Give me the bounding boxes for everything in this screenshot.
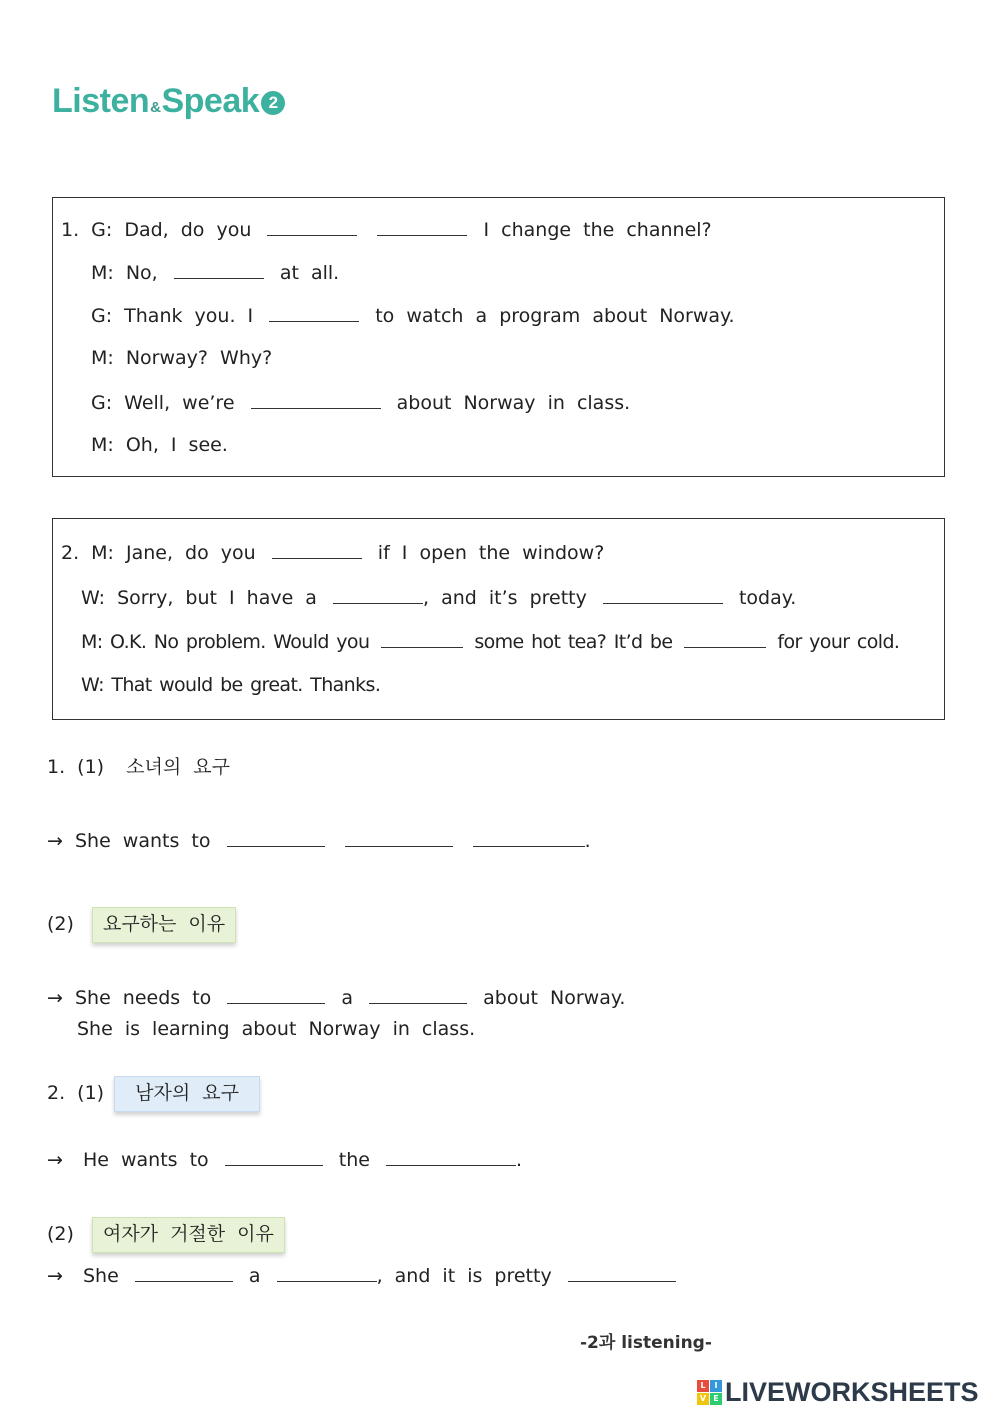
blank-input[interactable] <box>225 1147 323 1166</box>
arrow-icon: → <box>47 1265 63 1287</box>
q2-part2-answer: → She a , and it is pretty <box>47 1263 680 1288</box>
icon-tile-e: E <box>710 1393 722 1405</box>
blank-input[interactable] <box>333 585 423 604</box>
q1-part1-label: 소녀의 요구 <box>126 756 230 778</box>
blank-input[interactable] <box>684 629 766 648</box>
q1-part1-heading: 1. (1) 소녀의 요구 <box>47 756 230 778</box>
listen-speak-logo <box>52 76 285 118</box>
dialogue1-line3: G: Thank you. I to watch a program about Norway. <box>91 305 735 327</box>
dialogue2-line2: W: Sorry, but I have a , and it’s pretty today. <box>81 587 797 609</box>
blank-input[interactable] <box>135 1263 233 1282</box>
dialogue1-line5: G: Well, we’re about Norway in class. <box>91 392 631 414</box>
icon-tile-v: V <box>697 1393 709 1405</box>
q2-part2-heading: (2) 여자가 거절한 이유 <box>47 1215 285 1253</box>
icon-tile-l: L <box>697 1380 709 1392</box>
q1-part2-answer: → She needs to a about Norway. <box>47 987 626 1009</box>
liveworksheets-logo-icon <box>697 1380 722 1405</box>
blank-input[interactable] <box>277 1263 377 1282</box>
dialogue1-line4: M: Norway? Why? <box>91 347 273 369</box>
blank-input[interactable] <box>251 390 381 409</box>
arrow-icon: → <box>47 1149 63 1171</box>
blank-input[interactable] <box>267 217 357 236</box>
logo-number-badge: 2 <box>261 91 285 115</box>
blank-input[interactable] <box>568 1263 676 1282</box>
blank-input[interactable] <box>227 828 325 847</box>
q2-part2-label: 여자가 거절한 이유 <box>92 1217 285 1253</box>
q1-part1-answer: → She wants to . <box>47 830 591 852</box>
dialogue2-line3: M: O.K. No problem. Would you some hot tea? It’d be for your cold. <box>81 631 900 653</box>
logo-speak: Speak <box>161 82 260 120</box>
liveworksheets-brand <box>697 1375 979 1409</box>
blank-input[interactable] <box>227 985 325 1004</box>
dialogue-box-1 <box>52 197 945 477</box>
arrow-icon: → <box>47 987 63 1009</box>
q1-part2-line2: She is learning about Norway in class. <box>77 1018 476 1040</box>
logo-amp: & <box>150 99 161 116</box>
arrow-icon: → <box>47 830 63 852</box>
dialogue1-line2: M: No, at all. <box>91 262 340 284</box>
lesson-footer: -2과 listening- <box>580 1333 712 1353</box>
dialogue-box-2 <box>52 518 945 720</box>
blank-input[interactable] <box>269 303 359 322</box>
dialogue2-line1: 2. M: Jane, do you if I open the window? <box>61 542 605 564</box>
blank-input[interactable] <box>473 828 585 847</box>
q1-part2-label: 요구하는 이유 <box>92 907 236 943</box>
blank-input[interactable] <box>381 629 463 648</box>
q2-part1-heading: 2. (1) 남자의 요구 <box>47 1075 260 1112</box>
icon-tile-i: I <box>710 1380 722 1392</box>
blank-input[interactable] <box>174 260 264 279</box>
dialogue1-line1: 1. G: Dad, do you I change the channel? <box>61 219 712 241</box>
logo-listen: Listen <box>52 82 150 120</box>
blank-input[interactable] <box>369 985 467 1004</box>
q2-part1-label: 남자의 요구 <box>114 1076 260 1112</box>
blank-input[interactable] <box>603 585 723 604</box>
dialogue2-line4: W: That would be great. Thanks. <box>81 674 381 696</box>
blank-input[interactable] <box>377 217 467 236</box>
blank-input[interactable] <box>386 1147 516 1166</box>
dialogue1-line6: M: Oh, I see. <box>91 434 228 456</box>
blank-input[interactable] <box>345 828 453 847</box>
q1-part2-heading: (2) 요구하는 이유 <box>47 905 236 943</box>
blank-input[interactable] <box>272 540 362 559</box>
liveworksheets-wordmark: LIVEWORKSHEETS <box>725 1376 979 1407</box>
q2-part1-answer: → He wants to the . <box>47 1149 523 1171</box>
